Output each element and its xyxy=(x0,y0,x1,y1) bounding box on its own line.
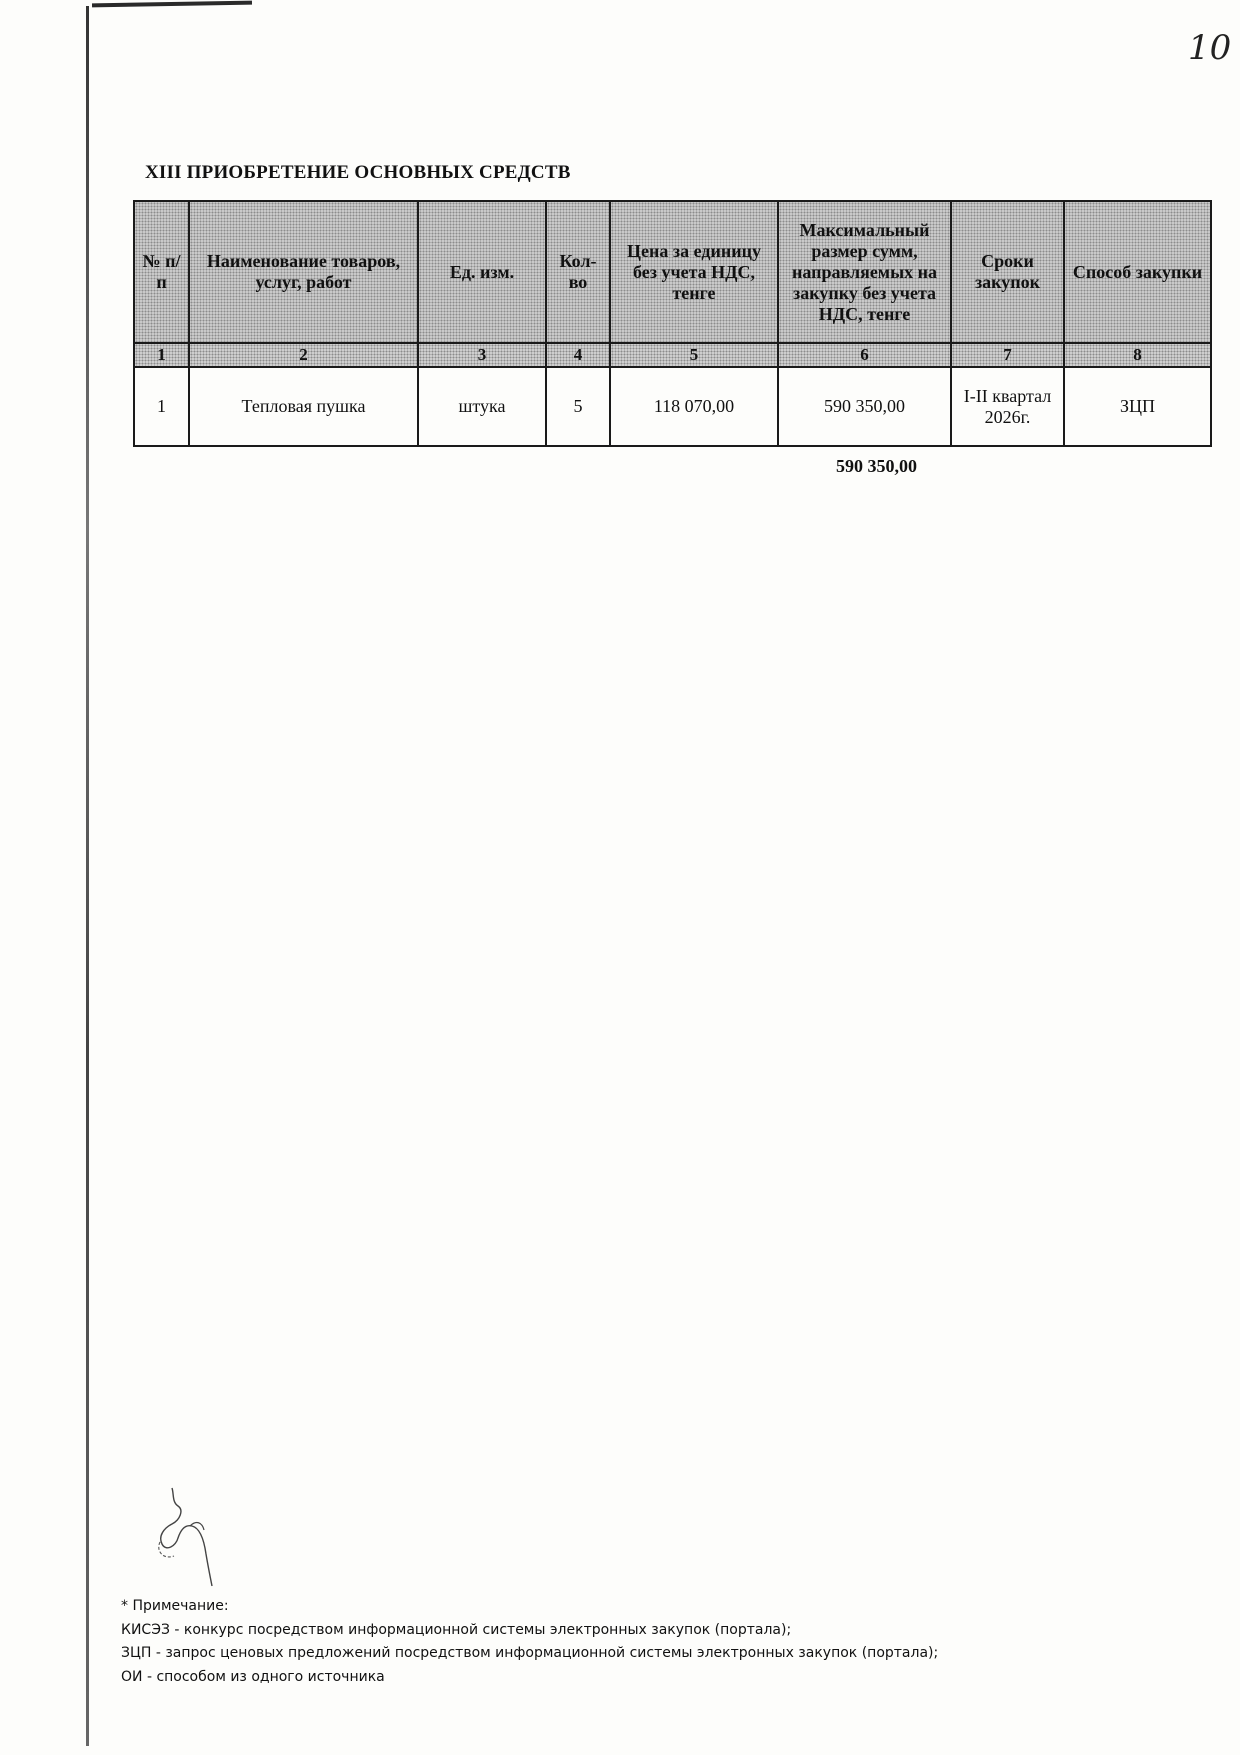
header-unit: Ед. изм. xyxy=(418,201,546,343)
note-item: ЗЦП - запрос ценовых предложений посредством информационной системы электронных закупок (портала); xyxy=(121,1645,939,1661)
column-number: 5 xyxy=(610,343,778,367)
header-name: Наименование товаров, услуг, работ xyxy=(189,201,418,343)
note-item: ОИ - способом из одного источника xyxy=(121,1668,385,1685)
column-number: 1 xyxy=(134,343,189,367)
item-period: I-II квартал 2026г. xyxy=(951,367,1064,446)
item-method: ЗЦП xyxy=(1064,367,1211,446)
page-edge-left xyxy=(86,6,89,1746)
procurement-table xyxy=(133,200,1212,447)
row-number: 1 xyxy=(134,367,189,446)
notes-block xyxy=(121,1595,938,1689)
column-number: 3 xyxy=(418,343,546,367)
column-number: 8 xyxy=(1064,343,1211,367)
header-number: № п/п xyxy=(134,201,189,343)
header-method: Способ закупки xyxy=(1064,201,1211,343)
item-unit-price: 118 070,00 xyxy=(610,367,778,446)
header-period: Сроки закупок xyxy=(951,201,1064,343)
total-amount: 590 350,00 xyxy=(836,456,917,476)
header-unit-price: Цена за единицу без учета НДС, тенге xyxy=(610,201,778,343)
table-row xyxy=(134,367,1211,446)
page-edge-top xyxy=(92,1,252,8)
table-header-row xyxy=(134,201,1211,343)
item-name: Тепловая пушка xyxy=(189,367,418,446)
column-number: 7 xyxy=(951,343,1064,367)
column-number: 6 xyxy=(778,343,951,367)
column-number: 4 xyxy=(546,343,610,367)
item-unit: штука xyxy=(418,367,546,446)
header-max-amount: Максимальный размер сумм, направляемых на закупку без учета НДС, тенге xyxy=(778,201,951,343)
section-title: XIII ПРИОБРЕТЕНИЕ ОСНОВНЫХ СРЕДСТВ xyxy=(145,162,571,183)
note-item: КИСЭЗ - конкурс посредством информационной системы электронных закупок (портала); xyxy=(121,1621,792,1638)
item-max-amount: 590 350,00 xyxy=(778,367,951,446)
notes-title: * Примечание: xyxy=(121,1598,229,1614)
column-number-row xyxy=(134,343,1211,367)
signature-icon xyxy=(150,1480,240,1590)
header-quantity: Кол-во xyxy=(546,201,610,343)
column-number: 2 xyxy=(189,343,418,367)
item-quantity: 5 xyxy=(546,367,610,446)
page-number: 10 xyxy=(1188,28,1232,68)
